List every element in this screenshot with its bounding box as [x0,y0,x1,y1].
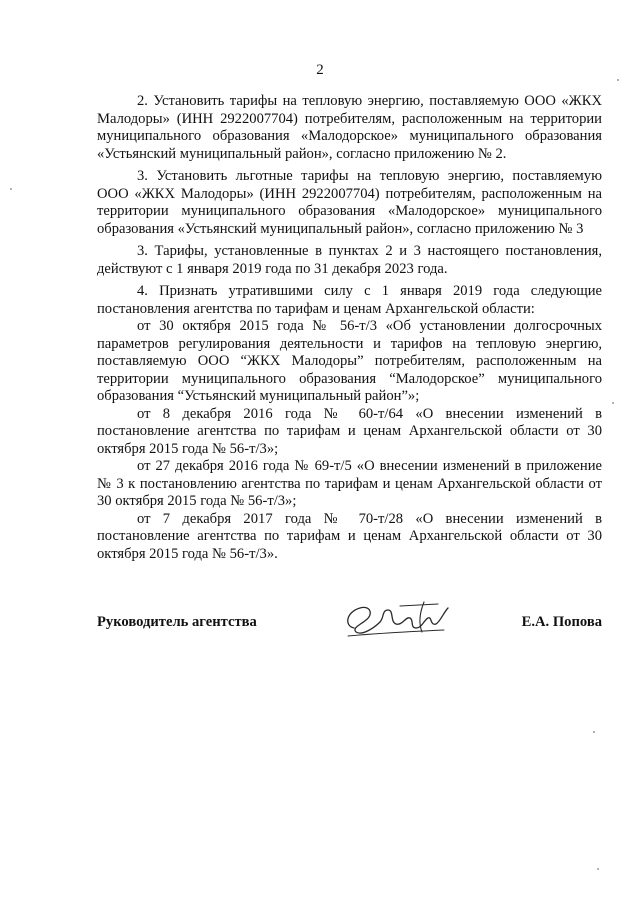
scan-speck [10,188,12,190]
handwritten-signature-icon [340,598,455,644]
scan-speck [617,79,619,81]
signer-name: Е.А. Попова [521,614,602,630]
scan-speck [612,402,614,404]
paragraph-item-3-preferential-tariffs: 3. Установить льготные тарифы на тепловую энергию, поставляемую ООО «ЖКХ Малодоры» (ИНН 2922007704) потребителям, расположенным на территории муниципального образования «Малодорское» муниципального образования «Устьянский муниципальный район», согласно приложению № 3 [97,168,602,237]
revoked-resolution-item: от 8 декабря 2016 года № 60-т/64 «О внесении изменений в постановление агентства по тарифам и ценам Архангельской области от 30 октября 2015 года № 56-т/3»; [97,405,602,457]
revoked-resolution-item: от 7 декабря 2017 года № 70-т/28 «О внесении изменений в постановление агентства по тарифам и ценам Архангельской области от 30 октября 2015 года № 56-т/3». [97,510,602,562]
revoked-resolution-item: от 30 октября 2015 года № 56-т/3 «Об установлении долгосрочных параметров регулирования деятельности и тарифов на тепловую энергию, поставляемую ООО “ЖКХ Малодоры” потребителям, расположенным на территории муниципального образования “Малодорское” муниципального образования “Устьянский муниципальный район”»; [97,318,602,404]
paragraph-item-2-tariffs: 2. Установить тарифы на тепловую энергию, поставляемую ООО «ЖКХ Малодоры» (ИНН 2922007704) потребителям, расположенным на территории муниципального образования «Малодорское» муниципального образования «Устьянский муниципальный район», согласно приложению № 2. [97,93,602,162]
paragraph-item-4-revocation: 4. Признать утратившими силу с 1 января 2019 года следующие постановления агентства по тарифам и ценам Архангельской области: [97,283,602,317]
page-number: 2 [316,62,324,78]
paragraph-tariff-validity: 3. Тарифы, установленные в пунктах 2 и 3 настоящего постановления, действуют с 1 января 2019 года по 31 декабря 2023 года. [97,243,602,277]
scan-speck [597,868,599,870]
signer-title: Руководитель агентства [97,614,257,630]
scan-speck [593,731,595,733]
revoked-resolution-item: от 27 декабря 2016 года № 69-т/5 «О внесении изменений в приложение № 3 к постановлению агентства по тарифам и ценам Архангельской области от 30 октября 2015 года № 56-т/3»; [97,458,602,509]
signature-block [97,610,602,650]
document-body [97,93,602,563]
